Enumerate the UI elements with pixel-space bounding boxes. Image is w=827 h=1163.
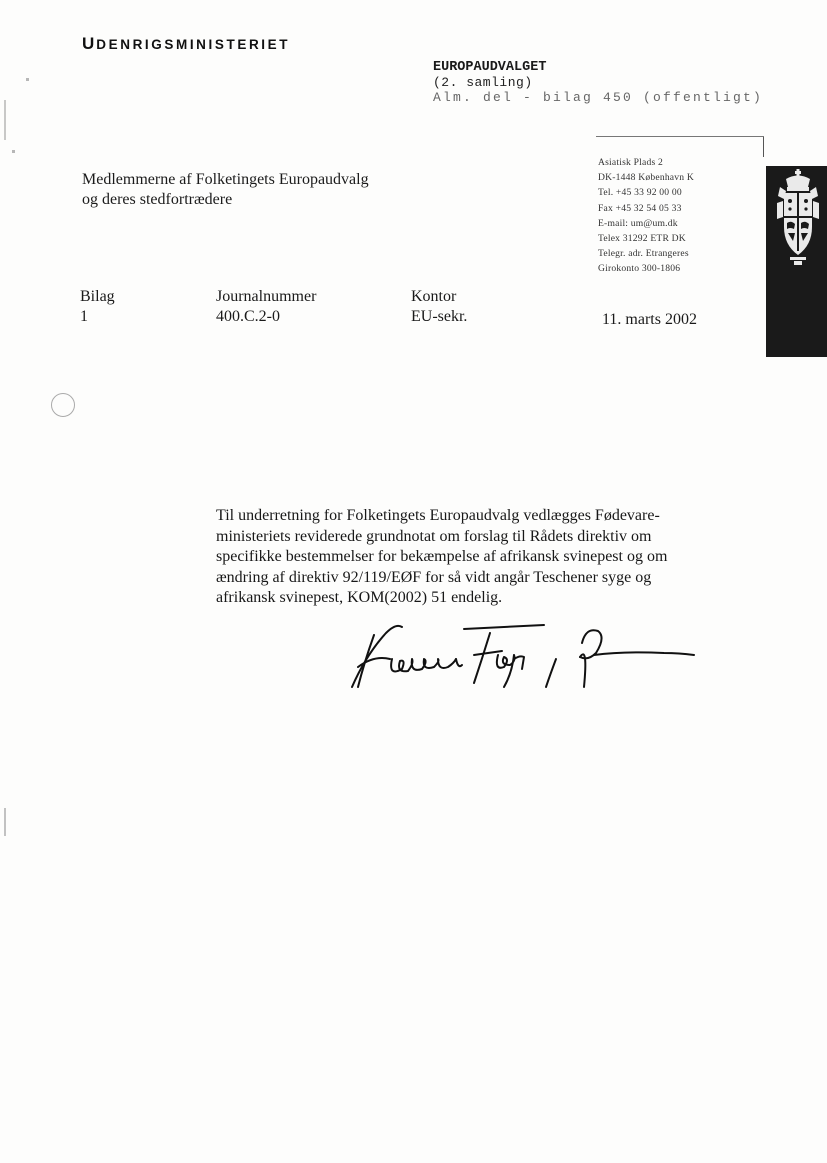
address-rule-tick — [763, 137, 764, 157]
body-line: specifikke bestemmelser for bekæmpelse af afrikansk svinepest og om — [216, 548, 668, 565]
journal-label: Journalnummer — [216, 288, 317, 305]
recipient-block — [82, 170, 369, 210]
address-line: Asiatisk Plads 2 — [598, 157, 664, 168]
scan-artifact — [4, 808, 6, 836]
body-line: Til underretning for Folketingets Europaudvalg vedlægges Fødevare- — [216, 507, 660, 524]
handwritten-signature — [344, 615, 704, 695]
recipient-line: Medlemmerne af Folketingets Europaudvalg — [82, 171, 369, 188]
ministry-name: UDENRIGSMINISTERIET — [82, 34, 291, 53]
stamp-reference: Alm. del - bilag 450 (offentligt) — [433, 90, 764, 105]
bilag-label: Bilag — [80, 288, 115, 305]
kontor-label: Kontor — [411, 288, 457, 305]
scan-artifact — [26, 78, 29, 81]
address-line: Tel. +45 33 92 00 00 — [598, 187, 682, 199]
body-line: ændring af direktiv 92/119/EØF for så vidt angår Teschener syge og — [216, 568, 652, 586]
letter-body — [216, 506, 736, 609]
received-stamp — [433, 60, 763, 105]
address-line: Telex 31292 ETR DK — [598, 233, 686, 245]
scan-artifact — [12, 150, 15, 153]
address-line: DK-1448 København K — [598, 172, 694, 184]
address-line: Telegr. adr. Etrangeres — [598, 248, 689, 260]
letter-date: 11. marts 2002 — [602, 311, 697, 328]
address-line: E-mail: um@um.dk — [598, 217, 678, 229]
royal-crest-icon — [775, 169, 821, 275]
punch-hole — [51, 393, 75, 417]
bilag-value: 1 — [80, 308, 88, 325]
body-line: afrikansk svinepest, KOM(2002) 51 endelig. — [216, 589, 503, 606]
address-line: Girokonto 300-1806 — [598, 263, 681, 275]
address-rule — [596, 136, 764, 137]
address-line: Fax +45 32 54 05 33 — [598, 202, 682, 214]
stamp-committee: EUROPAUDVALGET — [433, 60, 547, 75]
journal-value: 400.C.2-0 — [216, 308, 280, 325]
recipient-line: og deres stedfortrædere — [82, 191, 233, 208]
scan-artifact — [4, 100, 6, 140]
stamp-session: (2. samling) — [433, 75, 533, 90]
kontor-value: EU-sekr. — [411, 308, 468, 325]
address-block — [598, 155, 694, 277]
body-line: ministeriets reviderede grundnotat om forslag til Rådets direktiv om — [216, 527, 652, 545]
